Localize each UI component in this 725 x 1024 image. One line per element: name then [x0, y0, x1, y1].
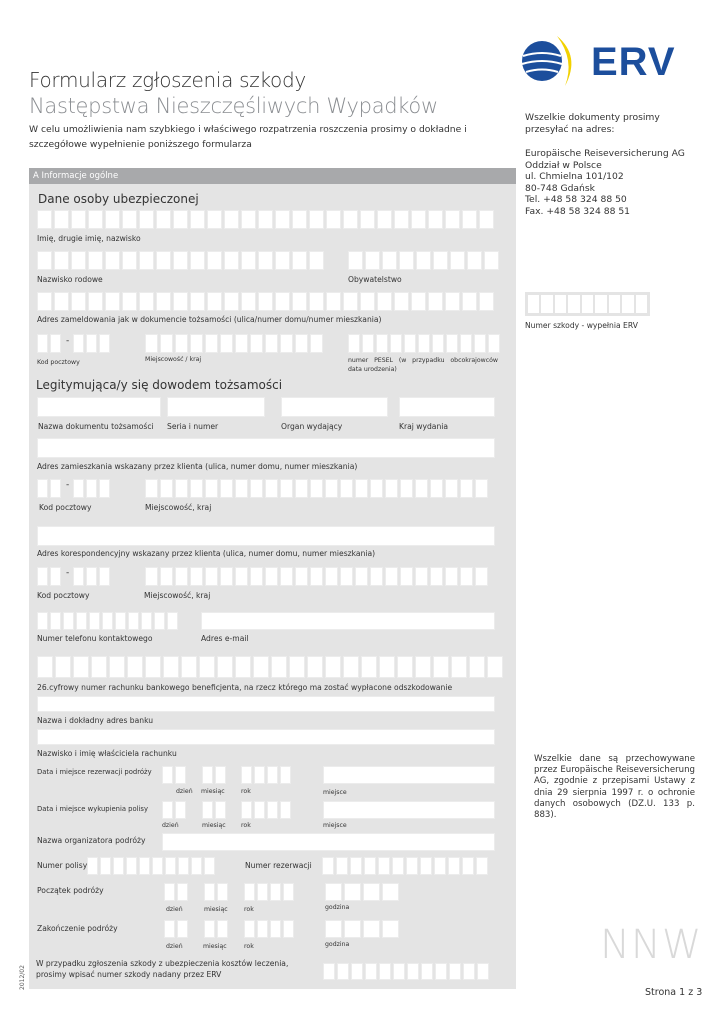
owner-label: Nazwisko i imię właściciela rachunku: [37, 749, 177, 758]
year-label: rok: [244, 906, 254, 913]
booking-place-input[interactable]: [323, 766, 495, 784]
booking-month-input[interactable]: [202, 766, 226, 784]
citizenship-label: Obywatelstwo: [348, 275, 402, 284]
section-a-header: A Informacje ogólne: [29, 168, 516, 184]
full-name-label: Imię, drugie imię, nazwisko: [37, 234, 141, 243]
client-address-input[interactable]: [37, 438, 495, 458]
iban-label: 26.cyfrowy numer rachunku bankowego beneficjenta, na rzecz którego ma zostać wypłacone odszkodowanie: [37, 683, 453, 692]
place-label: miejsce: [323, 822, 347, 829]
postal-code-label-small: Kod pocztowy: [37, 359, 80, 366]
hour-label: godzina: [325, 904, 350, 911]
phone-input[interactable]: [37, 612, 178, 630]
month-label: miesiąc: [202, 822, 226, 829]
organizer-input[interactable]: [162, 833, 495, 851]
corr-address-label: Adres korespondencyjny wskazany przez klienta (ulica, numer domu, numer mieszkania): [37, 549, 376, 558]
corr-city-input[interactable]: [145, 567, 488, 586]
policy-label: Numer polisy: [37, 861, 88, 870]
authority-label: Organ wydający: [281, 422, 343, 431]
page-title: Formularz zgłoszenia szkody: [29, 68, 306, 92]
contact-line: Fax. +48 58 324 88 51: [525, 205, 631, 217]
registered-address-label: Adres zameldowania jak w dokumencie tożsamości (ulica/numer domu/numer mieszkania): [37, 315, 382, 324]
pesel-label: numer PESEL (w przypadku obcokrajowców data urodzenia): [348, 357, 498, 373]
authority-input[interactable]: [281, 397, 388, 417]
phone-label: Numer telefonu kontaktowego: [37, 634, 153, 643]
page-number: Strona 1 z 3: [645, 987, 703, 998]
series-input[interactable]: [167, 397, 265, 417]
erv-logo: [519, 34, 684, 90]
month-label: miesiąc: [201, 788, 225, 795]
contact-note: Wszelkie dokumenty prosimy przesyłać na adres:: [525, 112, 660, 135]
client-postal-label: Kod pocztowy: [39, 503, 92, 512]
trip-start-year-input[interactable]: [244, 883, 294, 901]
contact-line: ul. Chmielna 101/102: [525, 171, 624, 182]
purchase-day-input[interactable]: [162, 801, 186, 819]
owner-input[interactable]: [37, 729, 495, 745]
corr-address-input[interactable]: [37, 526, 495, 546]
city-label-small: Miejscowość / kraj: [145, 356, 202, 363]
iban-input[interactable]: [37, 656, 503, 678]
contact-line: Europäische Reiseversicherung AG: [525, 148, 685, 159]
purchase-year-input[interactable]: [241, 801, 291, 819]
policy-input[interactable]: [87, 857, 215, 875]
organizer-label: Nazwa organizatora podróży: [37, 836, 146, 845]
pesel-input[interactable]: [348, 334, 500, 353]
month-label: miesiąc: [204, 906, 228, 913]
contact-line: Tel. +48 58 324 88 50: [525, 194, 627, 205]
booking-day-input[interactable]: [162, 766, 186, 784]
day-label: dzień: [162, 822, 179, 829]
client-city-input[interactable]: [145, 479, 488, 498]
medical-claim-input[interactable]: [323, 963, 489, 980]
trip-start-hour-input[interactable]: [325, 883, 399, 901]
year-label: rok: [241, 822, 251, 829]
client-postal-input[interactable]: [37, 479, 110, 498]
series-label: Seria i numer: [167, 422, 219, 431]
booking-label: Data i miejsce rezerwacji podróży: [37, 768, 152, 776]
hour-label: godzina: [325, 941, 350, 948]
postal-dash: -: [66, 568, 70, 578]
day-label: dzień: [166, 906, 183, 913]
medical-claim-label: W przypadku zgłoszenia szkody z ubezpieczenia kosztów leczenia, prosimy wpisać numer szkody nadany przez ERV: [36, 959, 289, 979]
reservation-input[interactable]: [322, 857, 488, 875]
country-input[interactable]: [399, 397, 495, 417]
contact-address: [525, 148, 700, 217]
bank-label: Nazwa i dokładny adres banku: [37, 716, 154, 725]
insured-title: Dane osoby ubezpieczonej: [38, 192, 199, 206]
full-name-input[interactable]: [37, 210, 494, 229]
purchase-place-input[interactable]: [323, 801, 495, 819]
form-code: 2012/02: [19, 965, 26, 990]
registered-address-input[interactable]: [37, 292, 494, 311]
doc-name-label: Nazwa dokumentu tożsamości: [38, 422, 154, 431]
corr-postal-label: Kod pocztowy: [37, 591, 90, 600]
postal-dash: -: [66, 480, 70, 490]
intro-text: W celu umożliwienia nam szybkiego i właściwego rozpatrzenia roszczenia prosimy o dokładne i szczegółowe wypełnienie poniższego formularza: [29, 124, 467, 150]
purchase-month-input[interactable]: [202, 801, 226, 819]
purchase-label: Data i miejsce wykupienia polisy: [37, 805, 148, 813]
trip-start-label: Początek podróży: [37, 886, 104, 895]
corr-postal-input[interactable]: [37, 567, 110, 586]
claim-number-label: Numer szkody - wypełnia ERV: [525, 321, 638, 330]
year-label: rok: [244, 943, 254, 950]
corr-city-label: Miejscowość, kraj: [144, 591, 211, 600]
logo-text: ERV: [591, 40, 676, 84]
email-input[interactable]: [201, 612, 495, 630]
page-subtitle: Następstwa Nieszczęśliwych Wypadków: [29, 94, 438, 118]
doc-name-input[interactable]: [37, 397, 161, 417]
trip-end-year-input[interactable]: [244, 920, 294, 938]
contact-line: Oddział w Polsce: [525, 159, 602, 171]
booking-year-input[interactable]: [241, 766, 291, 784]
day-label: dzień: [176, 788, 193, 795]
trip-end-month-input[interactable]: [204, 920, 228, 938]
family-name-input[interactable]: [37, 251, 324, 270]
bank-input[interactable]: [37, 696, 495, 712]
year-label: rok: [241, 788, 251, 795]
reservation-label: Numer rezerwacji: [245, 861, 312, 870]
postal-dash: -: [66, 336, 70, 346]
place-label: miejsce: [323, 789, 347, 796]
nnw-watermark: NNW: [600, 922, 703, 968]
trip-start-month-input[interactable]: [204, 883, 228, 901]
claim-number-field[interactable]: [525, 292, 650, 316]
privacy-note: Wszelkie dane są przechowywane przez Europäische Reiseversicherung AG, zgodnie z przepisami Ustawy z dnia 29 sierpnia 1997 r. o ochronie danych osobowych (DZ.U. 133 p. 883).: [534, 754, 695, 821]
trip-start-day-input[interactable]: [164, 883, 188, 901]
city-input[interactable]: [145, 334, 323, 353]
postal-code-input[interactable]: [37, 334, 110, 353]
country-label: Kraj wydania: [399, 422, 449, 431]
contact-line: 80-748 Gdańsk: [525, 182, 595, 194]
day-label: dzień: [166, 943, 183, 950]
trip-end-label: Zakończenie podróży: [37, 924, 118, 933]
family-name-label: Nazwisko rodowe: [37, 275, 103, 284]
client-address-label: Adres zamieszkania wskazany przez klienta (ulica, numer domu, numer mieszkania): [37, 462, 358, 471]
email-label: Adres e-mail: [201, 634, 249, 643]
month-label: miesiąc: [203, 943, 227, 950]
id-title: Legitymująca/y się dowodem tożsamości: [36, 378, 283, 392]
citizenship-input[interactable]: [348, 251, 499, 270]
trip-end-hour-input[interactable]: [325, 920, 399, 938]
client-city-label: Miejscowość, kraj: [145, 503, 212, 512]
trip-end-day-input[interactable]: [164, 920, 188, 938]
